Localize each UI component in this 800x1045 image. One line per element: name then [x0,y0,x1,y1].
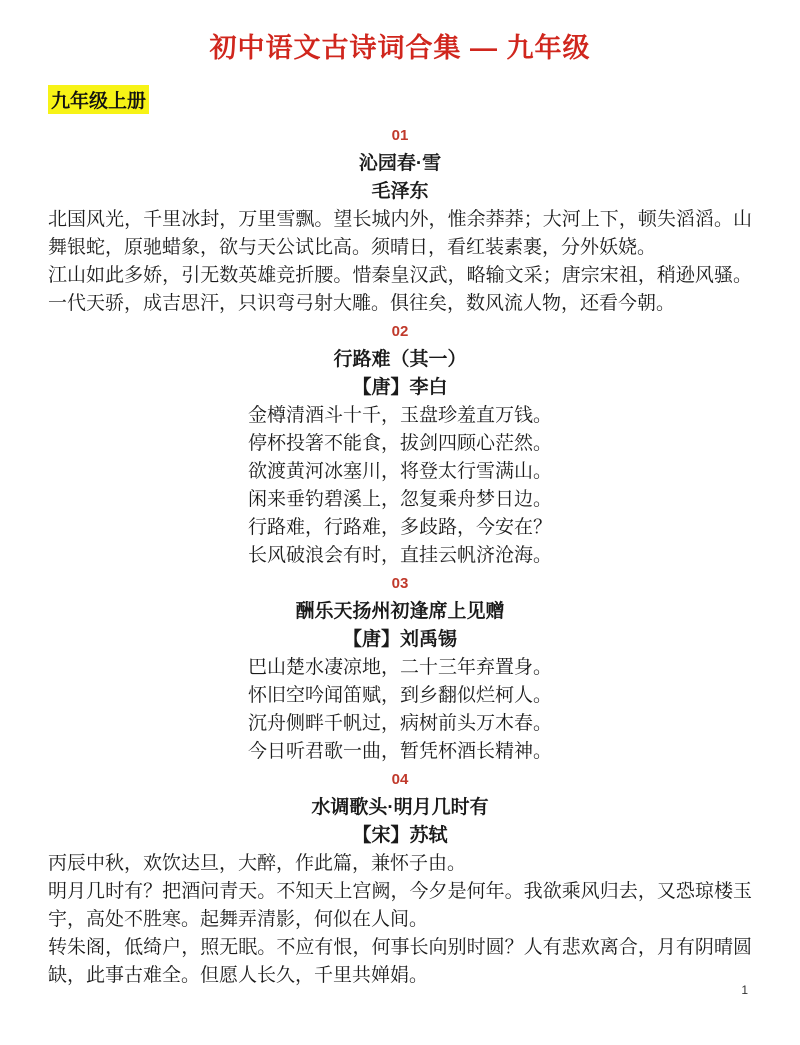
poem-paragraph: 明月几时有？把酒问青天。不知天上宫阙，今夕是何年。我欲乘风归去，又恐琼楼玉宇，高处不胜寒。起舞弄清影，何似在人间。 [48,881,752,930]
poem-verse-line: 行路难，行路难，多歧路，今安在？ [247,517,552,538]
poem-paragraph: 转朱阁，低绮户，照无眠。不应有恨，何事长向别时圆？人有悲欢离合，月有阴晴圆缺，此事古难全。但愿人长久，千里共婵娟。 [48,937,752,986]
poem-block-1 [48,122,752,318]
poem-paragraph: 丙辰中秋，欢饮达旦，大醉，作此篇，兼怀子由。 [48,853,467,874]
poem-author: 【宋】苏轼 [352,825,448,846]
poem-paragraph: 江山如此多娇，引无数英雄竞折腰。惜秦皇汉武，略输文采；唐宗宋祖，稍逊风骚。一代天骄，成吉思汗，只识弯弓射大雕。俱往矣，数风流人物，还看今朝。 [48,265,752,314]
poem-block-3 [48,570,752,766]
poem-verse-line: 怀旧空吟闻笛赋，到乡翻似烂柯人。 [247,685,552,706]
poem-author: 【唐】李白 [352,377,448,398]
poem-verse-line: 欲渡黄河冰塞川，将登太行雪满山。 [247,461,552,482]
poem-verse-line: 停杯投箸不能食，拔剑四顾心茫然。 [247,433,552,454]
page-title: 初中语文古诗词合集 — 九年级 [209,33,591,63]
section-label-row [48,85,752,114]
poem-title: 酬乐天扬州初逢席上见赠 [295,601,505,622]
poem-author: 毛泽东 [371,181,429,202]
page-number: 1 [741,983,748,997]
poem-verse-line: 闲来垂钓碧溪上，忽复乘舟梦日边。 [247,489,552,510]
section-label: 九年级上册 [48,85,149,114]
poem-block-4 [48,766,752,990]
poem-verse-line: 长风破浪会有时，直挂云帆济沧海。 [247,545,552,566]
poem-number: 02 [391,323,409,340]
poem-number: 04 [391,771,409,788]
poem-verse-line: 今日听君歌一曲，暂凭杯酒长精神。 [247,741,552,762]
poem-number: 01 [391,127,409,144]
poem-block-2 [48,318,752,570]
poem-author: 【唐】刘禹锡 [342,629,457,650]
poem-verse-line: 巴山楚水凄凉地，二十三年弃置身。 [247,657,552,678]
poem-verse-line: 沉舟侧畔千帆过，病树前头万木春。 [247,713,552,734]
poem-title: 水调歌头·明月几时有 [311,797,489,818]
poem-verse-line: 金樽清酒斗十千，玉盘珍羞直万钱。 [247,405,552,426]
poem-title: 沁园春·雪 [358,153,442,174]
poem-number: 03 [391,575,409,592]
poem-paragraph: 北国风光，千里冰封，万里雪飘。望长城内外，惟余莽莽；大河上下，顿失滔滔。山舞银蛇，原驰蜡象，欲与天公试比高。须晴日，看红装素裹，分外妖娆。 [48,209,752,258]
poem-title: 行路难（其一） [333,349,467,370]
